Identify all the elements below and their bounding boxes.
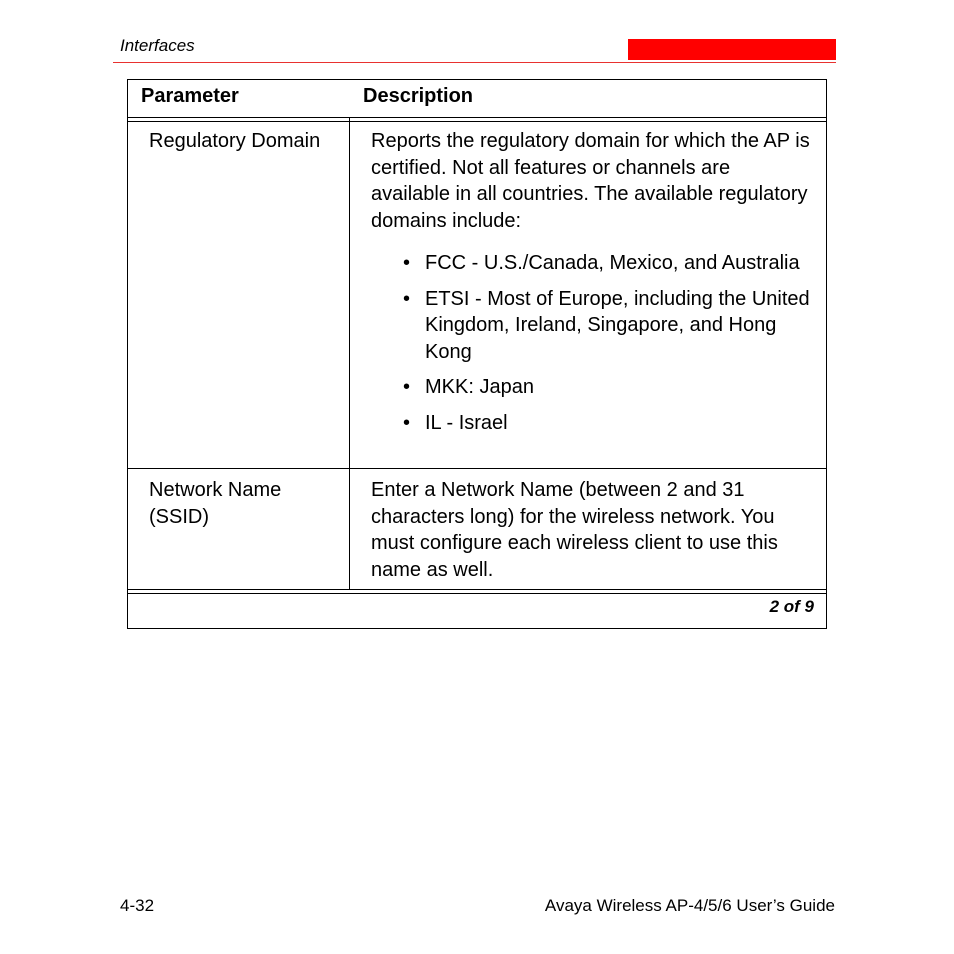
row-description [371,128,811,445]
list-item [371,410,811,437]
bullet-icon: • [403,252,411,274]
bullet-list [371,250,811,436]
bullet-icon: • [403,287,411,310]
list-item-text: FCC - U.S./Canada, Mexico, and Australia [425,252,800,274]
list-item-text: IL - Israel [425,411,508,434]
row-description: Enter a Network Name (between 2 and 31 characters long) for the wireless network. You must configure each wireless client to use this name as well. [371,479,778,581]
list-item [371,286,811,366]
description-text: Reports the regulatory domain for which the AP is certified. Not all features or channels are available in all countries. The available regulatory domains include: [371,130,810,232]
row-parameter: Network Name (SSID) [149,479,282,528]
header-divider-double [128,121,826,122]
header-divider [128,117,826,118]
list-item-text: ETSI - Most of Europe, including the United Kingdom, Ireland, Singapore, and Hong Kong [425,287,810,363]
parameter-table [127,79,827,629]
row-divider [128,468,826,469]
header-red-bar [628,39,836,60]
section-title: Interfaces [120,36,195,55]
bullet-icon: • [403,411,411,434]
list-item [371,374,811,401]
guide-title: Avaya Wireless AP-4/5/6 User’s Guide [544,896,835,915]
table-pager: 2 of 9 [769,597,814,616]
column-divider [349,117,350,590]
column-header-description: Description [363,85,474,107]
header-rule [113,62,836,63]
list-item-text: MKK: Japan [425,376,534,398]
list-item [371,250,811,277]
column-header-parameter: Parameter [141,85,239,107]
footer-divider [128,589,826,590]
page-number: 4-32 [120,896,155,915]
footer-divider-double [128,593,826,594]
row-parameter: Regulatory Domain [149,130,321,152]
bullet-icon: • [403,376,411,398]
